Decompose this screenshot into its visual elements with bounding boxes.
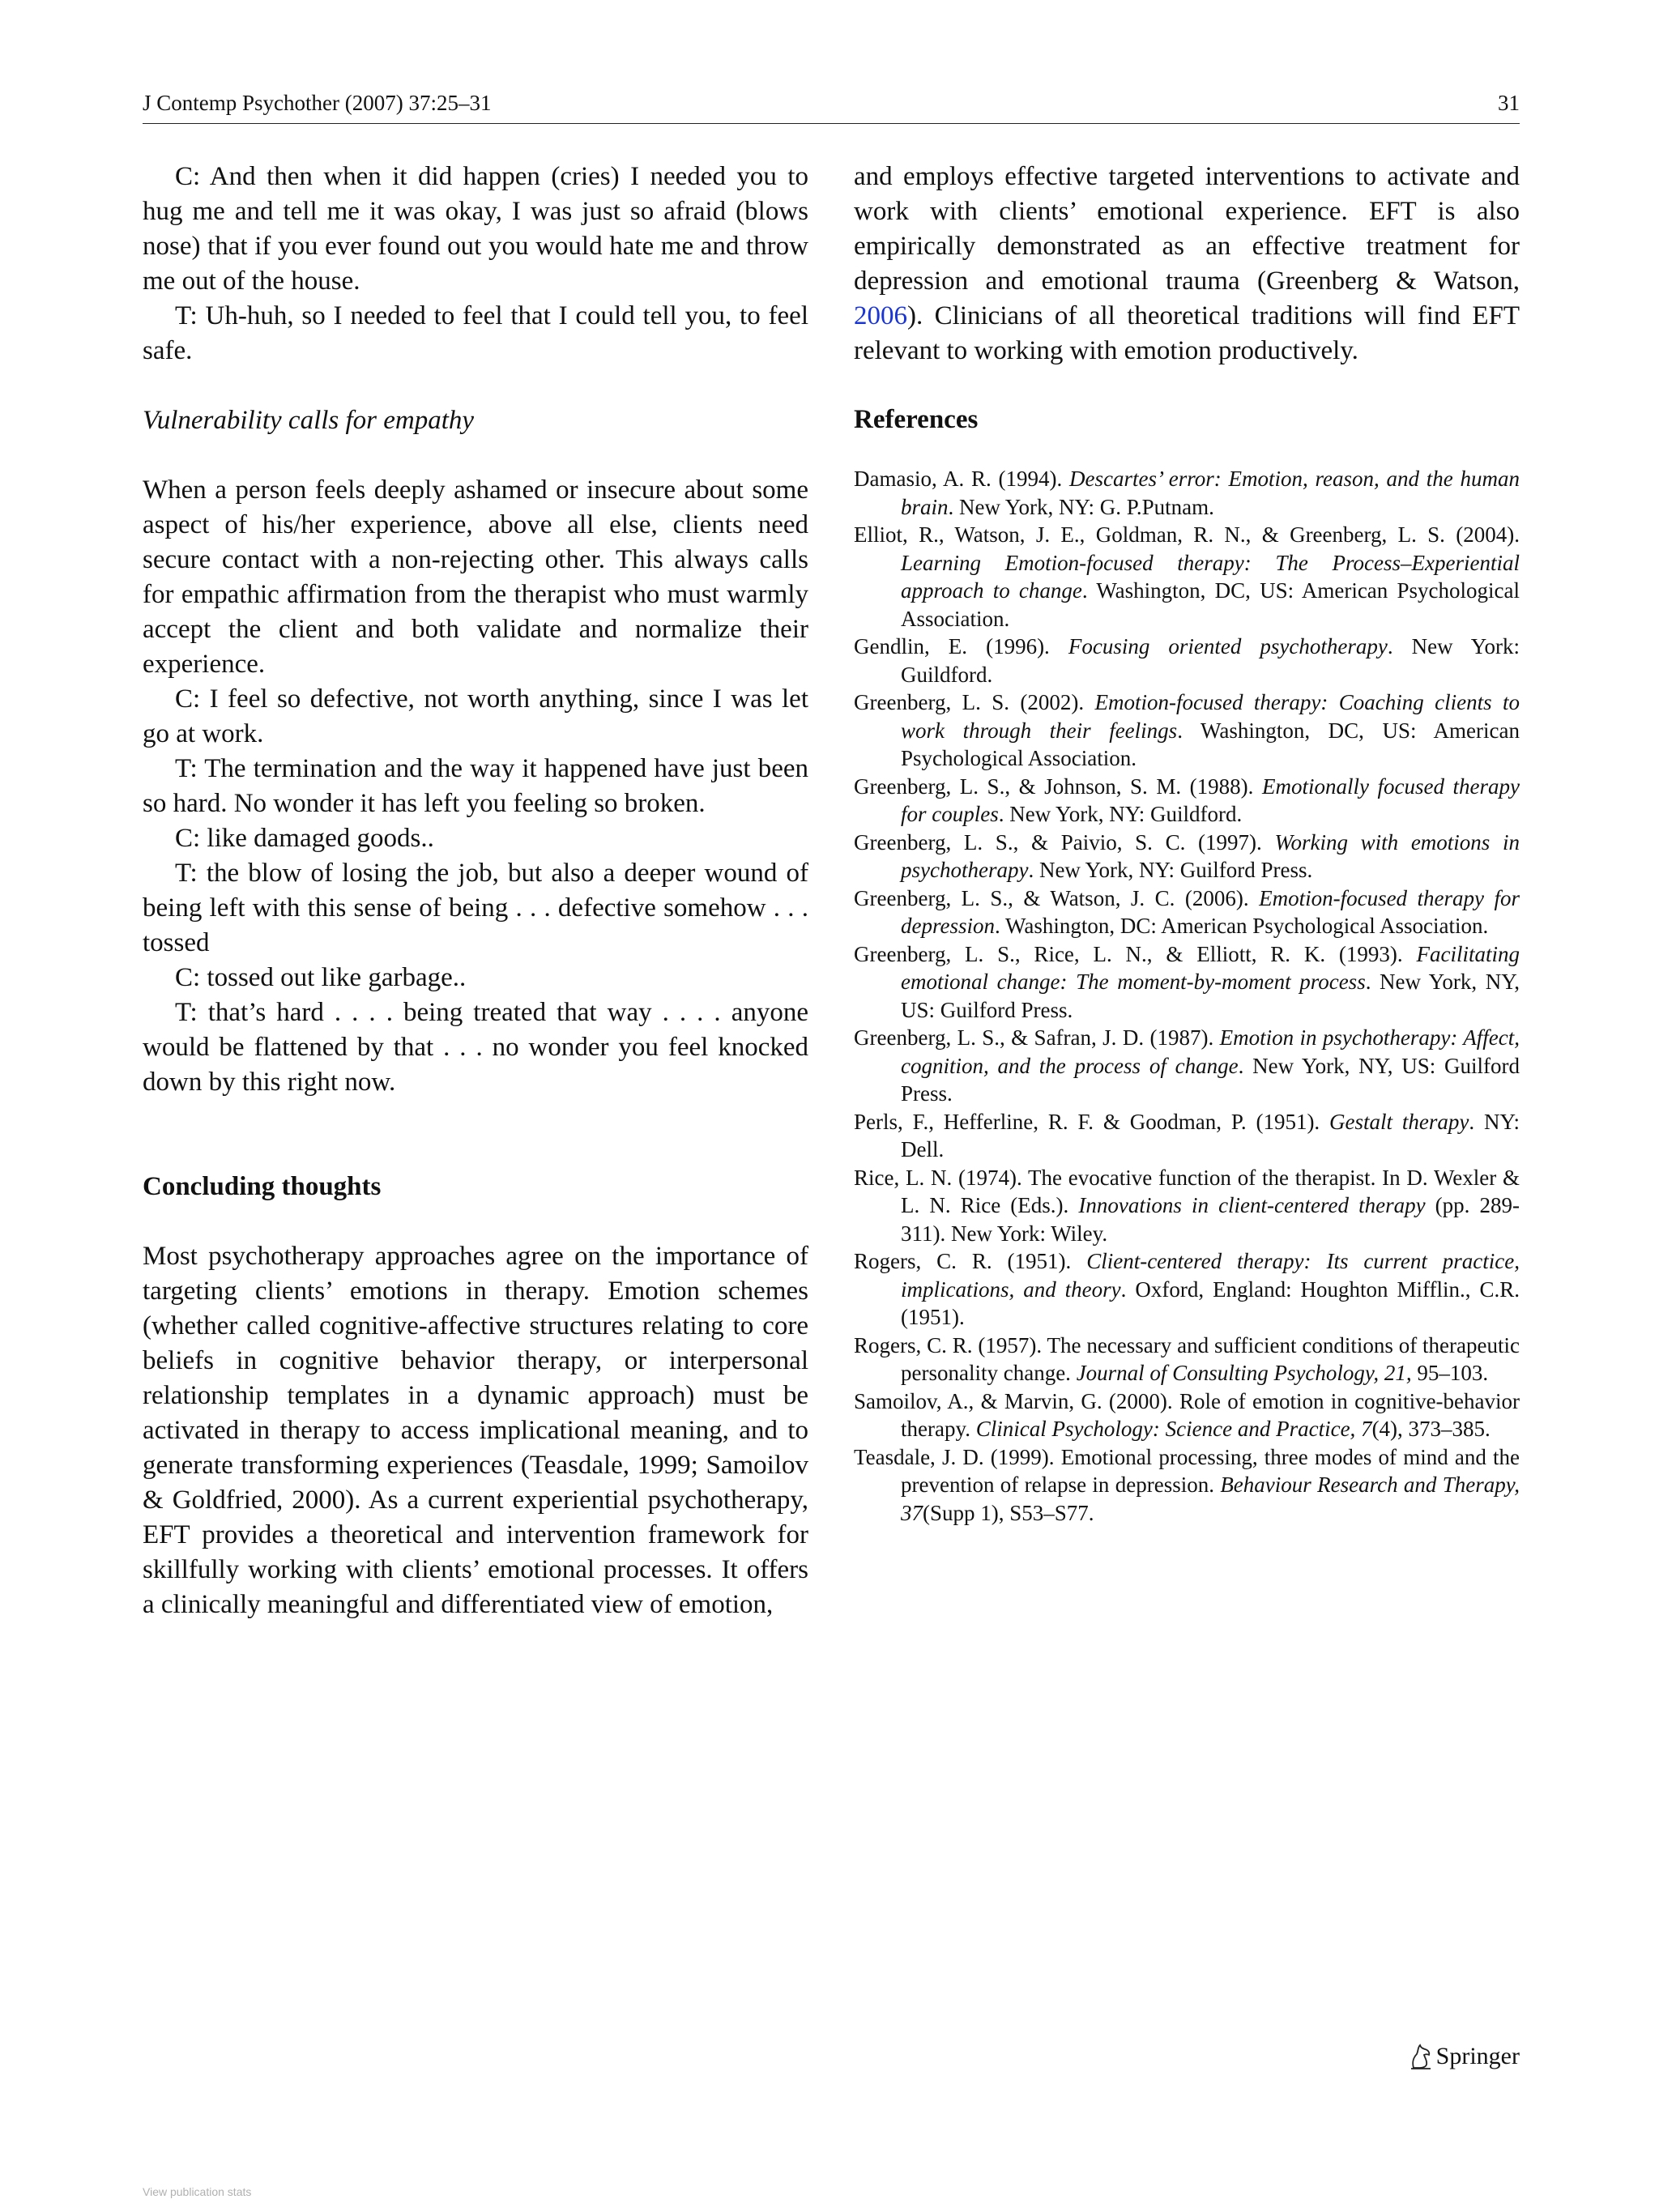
header-divider (143, 123, 1520, 124)
reference-authors: Samoilov, A., & Marvin, G. (2000). Role of emotion in cognitive-behavior therapy. (854, 1388, 1520, 1441)
reference-entry (854, 1443, 1520, 1528)
reference-authors: Greenberg, L. S., & Watson, J. C. (2006). (854, 885, 1260, 910)
reference-publisher: . New York, NY: Guilford Press. (1028, 858, 1313, 882)
page-number: 31 (1498, 91, 1520, 115)
reference-entry (854, 829, 1520, 884)
reference-entry (854, 940, 1520, 1025)
reference-authors: Perls, F., Hefferline, R. F. & Goodman, P. (1951). (854, 1109, 1330, 1134)
dialogue-paragraph: C: And then when it did happen (cries) I needed you to hug me and tell me it was okay, I was just so afraid (blows nose) that if you ever found out you would hate me and throw me out of the house. (143, 162, 808, 296)
reference-title: Emotion in psychotherapy: Affect, cognition, and the process of change (901, 1025, 1520, 1078)
reference-entry (854, 1387, 1520, 1443)
reference-publisher: . Washington, DC: American Psychological Association. (995, 914, 1489, 938)
body-paragraph (854, 160, 1520, 369)
reference-title: Journal of Consulting Psychology, 21, (1076, 1361, 1412, 1385)
reference-authors: Gendlin, E. (1996). (854, 634, 1068, 658)
dialogue-paragraph: C: like damaged goods.. (175, 824, 434, 853)
reference-entry (854, 1108, 1520, 1164)
references-heading: References (854, 405, 979, 434)
publisher-name: Springer (1435, 2043, 1520, 2069)
reference-entry (854, 521, 1520, 633)
reference-authors: Greenberg, L. S., & Paivio, S. C. (1997). (854, 829, 1275, 855)
reference-title: Gestalt therapy (1329, 1109, 1469, 1134)
reference-entry (854, 884, 1520, 940)
reference-publisher: (pp. 289-311). New York: Wiley. (901, 1193, 1520, 1246)
reference-publisher: . New York, NY, US: Guilford Press. (901, 970, 1520, 1022)
reference-publisher: (4), 373–385. (1371, 1417, 1491, 1441)
reference-entry (854, 1332, 1520, 1387)
reference-authors: Greenberg, L. S., Rice, L. N., & Elliott, R. K. (1993). (854, 941, 1417, 966)
reference-title: Focusing oriented psychotherapy (1068, 634, 1388, 658)
reference-publisher: . New York, NY: Guildford. (998, 802, 1243, 826)
reference-entry (854, 465, 1520, 521)
dialogue-paragraph: C: I feel so defective, not worth anything, since I was let go at work. (143, 684, 808, 748)
publication-stats-link[interactable]: View publication stats (143, 2185, 252, 2198)
dialogue-paragraph: T: The termination and the way it happened have just been so hard. No wonder it has left you feeling so broken. (143, 754, 808, 818)
dialogue-paragraph: T: that’s hard . . . . being treated that way . . . . anyone would be flattened by that . . . no wonder you feel knocked down by this right now. (143, 998, 808, 1097)
reference-title: Descartes’ error: Emotion, reason, and the human brain (901, 467, 1520, 519)
reference-title: Emotion-focused therapy: Coaching clients to work through their feelings (901, 690, 1520, 743)
reference-title: Emotionally focused therapy for couples (901, 774, 1520, 826)
dialogue-paragraph: T: Uh-huh, so I needed to feel that I could tell you, to feel safe. (143, 301, 808, 365)
section-heading: Concluding thoughts (143, 1172, 382, 1201)
body-paragraph: Most psychotherapy approaches agree on the importance of targeting clients’ emotions in therapy. Emotion schemes (whether called cognitive-affective structures relating to core beliefs in cognitive behavior therapy, or interpersonal relationship templates in a dynamic approach) must be activated in therapy to access implicational meaning, and to generate transforming experiences (Teasdale, 1999; Samoilov & Goldfried, 2000). As a current experiential psychotherapy, EFT provides a theoretical and intervention framework for skillfully working with clients’ emotional processes. It offers a clinically meaningful and differentiated view of emotion, (143, 1242, 808, 1619)
subsection-heading: Vulnerability calls for empathy (143, 406, 475, 435)
reference-publisher: 95–103. (1411, 1361, 1489, 1385)
reference-authors: Rice, L. N. (1974). The evocative function of the therapist. In D. Wexler & L. N. Rice (Eds.). (854, 1165, 1520, 1217)
reference-authors: Damasio, A. R. (1994). (854, 467, 1070, 491)
reference-publisher: . Oxford, England: Houghton Mifflin., C.R. (1951). (901, 1276, 1520, 1329)
reference-title: Emotion-focused therapy for depression (901, 885, 1520, 938)
dialogue-paragraph: C: tossed out like garbage.. (175, 963, 467, 992)
reference-entry (854, 1164, 1520, 1248)
reference-title: Clinical Psychology: Science and Practice, 7 (975, 1417, 1372, 1441)
reference-authors: Rogers, C. R. (1951). (854, 1249, 1087, 1273)
reference-publisher: . NY: Dell. (901, 1109, 1520, 1161)
right-column (854, 160, 1520, 1527)
springer-horse-icon (1409, 2043, 1433, 2070)
reference-list (854, 465, 1520, 1527)
body-text: ). Clinicians of all theoretical traditions will find EFT relevant to working with emotion productively. (854, 301, 1520, 365)
body-text: and employs effective targeted interventions to activate and work with clients’ emotional experience. EFT is also empirically demonstrated as an effective treatment for depression and emotional trauma (Greenberg & Watson, (854, 162, 1520, 296)
journal-citation: J Contemp Psychother (2007) 37:25–31 (143, 91, 492, 115)
reference-title: Behaviour Research and Therapy, 37 (901, 1473, 1520, 1525)
publisher-logo (1409, 2043, 1520, 2070)
reference-authors: Greenberg, L. S., & Safran, J. D. (1987). (854, 1025, 1220, 1050)
reference-entry (854, 773, 1520, 829)
reference-authors: Rogers, C. R. (1957). The necessary and sufficient conditions of therapeutic personality change. (854, 1332, 1520, 1385)
reference-publisher: (Supp 1), S53–S77. (923, 1500, 1094, 1525)
reference-entry (854, 633, 1520, 688)
reference-publisher: . New York, NY, US: Guilford Press. (901, 1053, 1520, 1106)
reference-entry (854, 1024, 1520, 1108)
reference-title: Innovations in client-centered therapy (1078, 1193, 1426, 1217)
reference-authors: Teasdale, J. D. (1999). Emotional processing, three modes of mind and the prevention of relapse in depression. (854, 1444, 1520, 1497)
reference-authors: Greenberg, L. S. (2002). (854, 690, 1095, 714)
reference-entry (854, 688, 1520, 773)
body-paragraph: When a person feels deeply ashamed or insecure about some aspect of his/her experience, above all else, clients need secure contact with a non-rejecting other. This always calls for empathic affirmation from the therapist who must warmly accept the client and both validate and normalize their experience. (143, 475, 808, 679)
citation-link[interactable]: 2006 (854, 301, 907, 330)
reference-title: Working with emotions in psychotherapy (901, 829, 1520, 882)
reference-publisher: . New York, NY: G. P.Putnam. (948, 494, 1214, 519)
reference-entry (854, 1247, 1520, 1332)
reference-publisher: . New York: Guildford. (901, 634, 1520, 687)
left-column (143, 160, 808, 1622)
reference-title: Facilitating emotional change: The moment-by-moment process (901, 941, 1520, 994)
reference-title: Client-centered therapy: Its current practice, implications, and theory (901, 1249, 1520, 1302)
reference-authors: Elliot, R., Watson, J. E., Goldman, R. N., & Greenberg, L. S. (2004). (854, 522, 1520, 547)
reference-publisher: . Washington, DC, US: American Psychological Association. (901, 578, 1520, 631)
reference-title: Learning Emotion-focused therapy: The Process–Experiential approach to change (901, 550, 1520, 603)
reference-authors: Greenberg, L. S., & Johnson, S. M. (1988). (854, 774, 1262, 799)
dialogue-paragraph: T: the blow of losing the job, but also a deeper wound of being left with this sense of being . . . defective somehow . . . tossed (143, 859, 808, 957)
reference-publisher: . Washington, DC, US: American Psychological Association. (901, 718, 1520, 770)
